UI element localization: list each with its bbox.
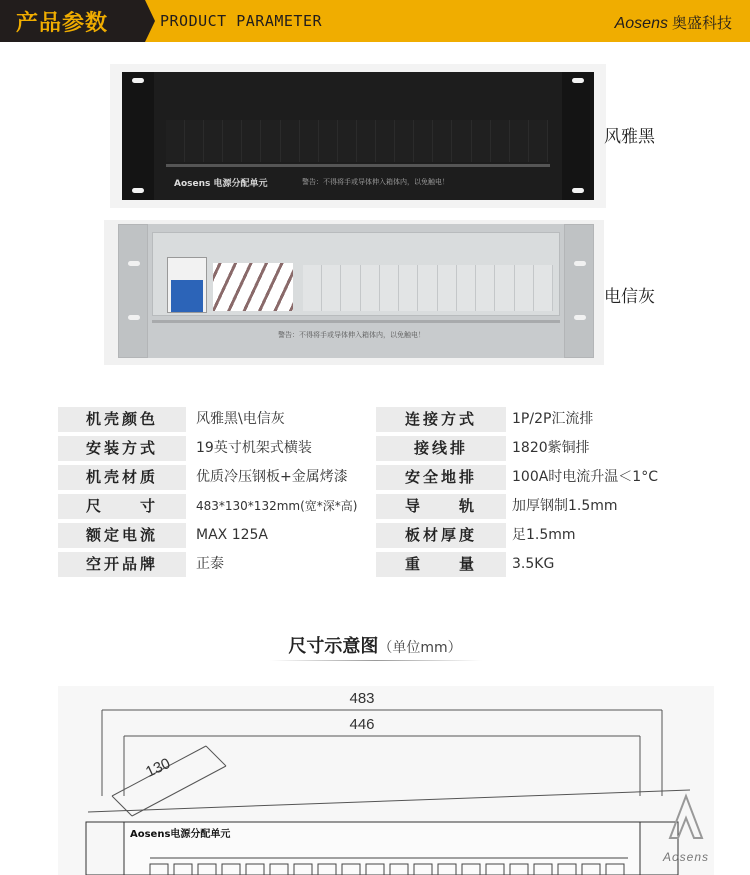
spec-value: 正泰 bbox=[196, 556, 224, 572]
spec-key: 重 量 bbox=[376, 552, 506, 577]
title-underline bbox=[270, 660, 482, 661]
dimension-svg bbox=[58, 686, 714, 875]
spec-row bbox=[58, 521, 692, 550]
spec-row bbox=[58, 492, 692, 521]
page-title: 产品参数 bbox=[16, 11, 109, 36]
drawing-panel-brand: Aosens电源分配单元 bbox=[130, 829, 231, 840]
spec-value: 19英寸机架式横装 bbox=[196, 440, 312, 456]
drawing-logo bbox=[658, 846, 714, 865]
spec-value: 风雅黑\电信灰 bbox=[196, 411, 285, 427]
spec-key: 尺 寸 bbox=[58, 494, 186, 519]
spec-key: 机壳颜色 bbox=[58, 407, 186, 432]
pdu-panel-black bbox=[122, 72, 594, 200]
color-label-grey: 电信灰 bbox=[604, 287, 655, 307]
spec-table bbox=[58, 405, 692, 579]
width-inner-label: 446 bbox=[349, 716, 375, 733]
width-total-label: 483 bbox=[349, 690, 375, 707]
brand-en: Aosens bbox=[614, 15, 668, 32]
spec-key: 空开品牌 bbox=[58, 552, 186, 577]
dimension-unit: （单位mm） bbox=[378, 640, 462, 656]
spec-value: 483*130*132mm(宽*深*高) bbox=[196, 499, 358, 513]
spec-value: MAX 125A bbox=[196, 527, 268, 543]
brand-cn: 奥盛科技 bbox=[671, 14, 732, 32]
depth-label: 130 bbox=[143, 754, 174, 781]
dimension-title: 尺寸示意图 bbox=[288, 636, 379, 657]
outlet-slots bbox=[166, 120, 548, 162]
outlet-slots bbox=[303, 265, 553, 311]
spec-key: 连接方式 bbox=[376, 407, 506, 432]
pdu-panel-grey bbox=[118, 224, 594, 358]
spec-row bbox=[58, 550, 692, 579]
panel-interior bbox=[152, 232, 560, 316]
product-image-grey bbox=[104, 220, 604, 365]
spec-value: 优质冷压钢板+金属烤漆 bbox=[196, 469, 348, 485]
spec-value: 1P/2P汇流排 bbox=[512, 411, 594, 427]
rack-ear-left bbox=[122, 72, 154, 200]
header-title-block bbox=[0, 0, 145, 42]
rack-ear-right bbox=[562, 72, 594, 200]
dimension-section-title bbox=[0, 632, 750, 658]
panel-brand-label: Aosens 电源分配单元 bbox=[174, 179, 268, 189]
spec-key: 安装方式 bbox=[58, 436, 186, 461]
page-subtitle: PRODUCT PARAMETER bbox=[160, 12, 323, 30]
rack-ear-right bbox=[564, 224, 594, 358]
product-image-black bbox=[110, 64, 606, 208]
spec-key: 安全地排 bbox=[376, 465, 506, 490]
rack-ear-left bbox=[118, 224, 148, 358]
spec-value: 1820紫铜排 bbox=[512, 440, 590, 456]
circuit-breaker bbox=[167, 257, 207, 313]
color-label-black: 风雅黑 bbox=[604, 127, 655, 147]
spec-value: 加厚钢制1.5mm bbox=[512, 498, 618, 514]
busbar bbox=[213, 263, 293, 311]
panel-warning: 警告：不得将手或导体伸入箱体内，以免触电！ bbox=[302, 178, 449, 186]
spec-value: 足1.5mm bbox=[512, 527, 576, 543]
spec-row bbox=[58, 463, 692, 492]
panel-stripe bbox=[166, 164, 550, 167]
spec-value: 3.5KG bbox=[512, 556, 555, 572]
header-bar bbox=[0, 0, 750, 42]
spec-key: 导 轨 bbox=[376, 494, 506, 519]
spec-row bbox=[58, 405, 692, 434]
spec-key: 额定电流 bbox=[58, 523, 186, 548]
brand-name bbox=[615, 12, 732, 33]
spec-row bbox=[58, 434, 692, 463]
panel-stripe bbox=[152, 320, 560, 323]
dimension-drawing bbox=[58, 686, 714, 875]
spec-key: 接线排 bbox=[376, 436, 506, 461]
spec-value: 100A时电流升温＜1°C bbox=[512, 469, 658, 485]
panel-warning: 警告：不得将手或导体伸入箱体内，以免触电！ bbox=[278, 331, 425, 339]
spec-key: 机壳材质 bbox=[58, 465, 186, 490]
spec-key: 板材厚度 bbox=[376, 523, 506, 548]
drawing-logo-text: Aosens bbox=[662, 850, 710, 864]
